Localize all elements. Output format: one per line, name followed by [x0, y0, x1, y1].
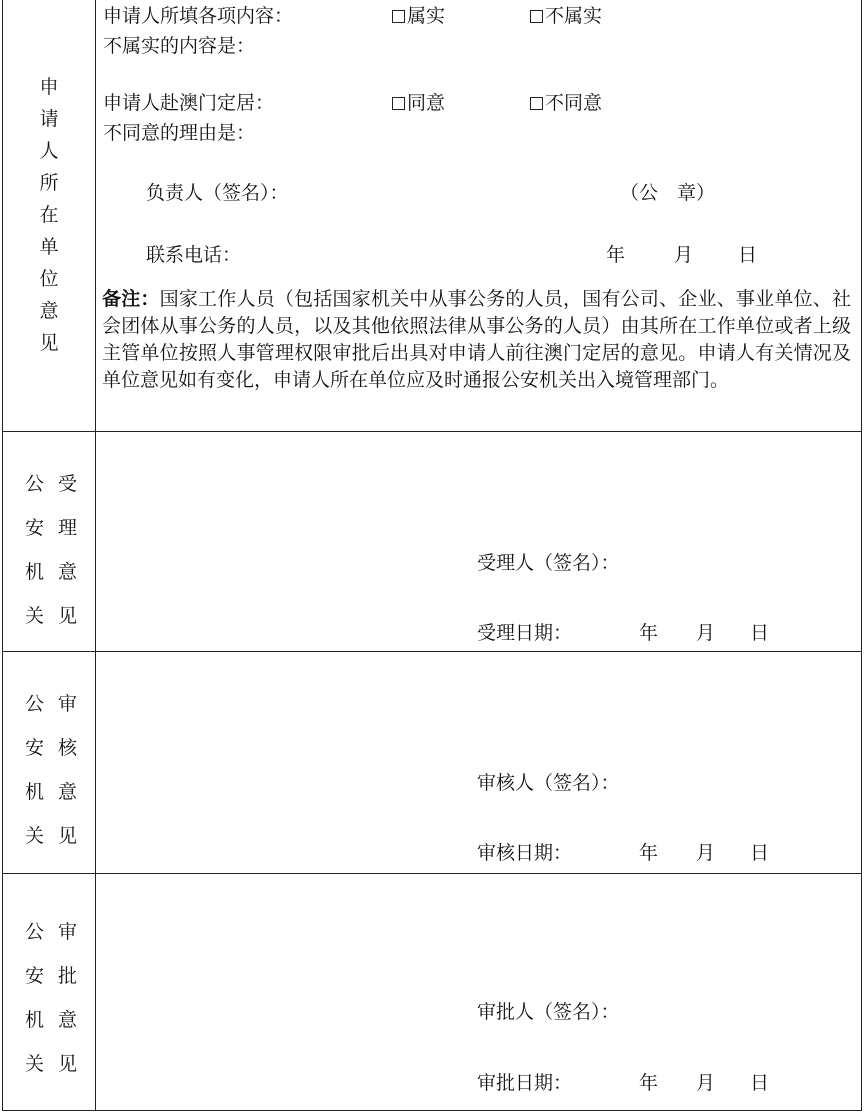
label-char: 见: [58, 1053, 78, 1075]
date-year: 年: [639, 1072, 659, 1094]
review-sign: 审核人（签名）：: [477, 772, 620, 794]
date-day: 日: [750, 842, 770, 864]
label-char: 见: [58, 825, 78, 847]
label-char: 请: [39, 108, 59, 130]
settle-question: 申请人赴澳门定居：: [103, 92, 275, 114]
review-label-cell: [3, 652, 96, 874]
label-char: 审: [58, 693, 78, 715]
acceptance-content-cell: [96, 432, 862, 652]
approval-form-table: [2, 0, 862, 1111]
content-false-option[interactable]: [530, 5, 602, 27]
review-content-cell: [96, 652, 862, 874]
settle-agree-label: 同意: [407, 92, 446, 114]
settle-disagree-option[interactable]: [530, 92, 602, 114]
date-month: 月: [696, 622, 716, 644]
approval-label-cell: [3, 874, 96, 1111]
settle-disagree-label: 不同意: [545, 92, 603, 114]
label-char: 申: [39, 76, 59, 98]
date-year: 年: [606, 244, 626, 266]
settle-agree-option[interactable]: [392, 92, 445, 114]
review-date-label: 审核日期：: [477, 842, 573, 864]
acceptance-sign: 受理人（签名）：: [477, 552, 620, 574]
label-char: 所: [39, 172, 59, 194]
label-char: 关: [25, 1053, 45, 1075]
label-char: 公: [25, 473, 45, 495]
label-char: 公: [25, 693, 45, 715]
label-char: 审: [58, 921, 78, 943]
unit-opinion-label-cell: [3, 0, 96, 432]
approval-sign: 审批人（签名）：: [477, 1001, 620, 1023]
date-day: 日: [750, 1072, 770, 1094]
label-char: 意: [39, 300, 59, 322]
label-char: 受: [58, 473, 78, 495]
label-char: 意: [58, 1009, 78, 1031]
acceptance-date-label: 受理日期：: [477, 622, 573, 644]
label-char: 关: [25, 825, 45, 847]
label-char: 见: [58, 605, 78, 627]
label-char: 批: [58, 965, 78, 987]
approval-date-label: 审批日期：: [477, 1072, 573, 1094]
acceptance-label-cell: [3, 432, 96, 652]
checkbox-disagree[interactable]: [530, 97, 543, 110]
acceptance-label: [25, 462, 77, 638]
label-char: 位: [39, 268, 59, 290]
content-true-label: 属实: [407, 5, 446, 27]
date-month: 月: [674, 244, 694, 266]
label-char: 人: [39, 140, 59, 162]
label-char: 安: [25, 737, 45, 759]
label-char: 意: [58, 561, 78, 583]
label-char: 安: [25, 517, 45, 539]
approval-content-cell: [96, 874, 862, 1111]
label-char: 关: [25, 605, 45, 627]
date-month: 月: [696, 1072, 716, 1094]
review-row: [3, 652, 862, 874]
content-true-option[interactable]: [392, 5, 445, 27]
date-day: 日: [750, 622, 770, 644]
note-text: 国家工作人员（包括国家机关中从事公务的人员，国有公司、企业、事业单位、社会团体从事公务的人员，以及其他依照法律从事公务的人员）由其所在工作单位或者上级主管单位按照人事管理权限审批后出具对申请人前往澳门定居的意见。申请人有关情况及单位意见如有变化，申请人所在单位应及时通报公安机关出入境管理部门。: [102, 288, 851, 391]
label-char: 意: [58, 781, 78, 803]
review-label: [25, 682, 77, 858]
acceptance-row: [3, 432, 862, 652]
checkbox-false[interactable]: [530, 10, 543, 23]
responsible-sign: 负责人（签名）：: [146, 182, 289, 204]
label-char: 机: [25, 781, 45, 803]
label-char: 机: [25, 1009, 45, 1031]
content-false-detail: 不属实的内容是：: [103, 35, 256, 57]
disagree-reason: 不同意的理由是：: [103, 122, 256, 144]
approval-label: [25, 910, 77, 1086]
label-char: 理: [58, 517, 78, 539]
date-year: 年: [639, 622, 659, 644]
note-label: 备注：: [102, 288, 160, 310]
content-question: 申请人所填各项内容：: [103, 5, 294, 27]
unit-opinion-content-cell: [96, 0, 862, 432]
label-char: 公: [25, 921, 45, 943]
approval-row: [3, 874, 862, 1111]
seal-label: （公 章）: [620, 182, 716, 204]
contact-phone: 联系电话：: [146, 244, 242, 266]
label-char: 单: [39, 236, 59, 258]
checkbox-agree[interactable]: [392, 97, 405, 110]
unit-opinion-row: [3, 0, 862, 432]
date-day: 日: [738, 244, 758, 266]
label-char: 安: [25, 965, 45, 987]
date-year: 年: [639, 842, 659, 864]
date-month: 月: [696, 842, 716, 864]
label-char: 核: [58, 737, 78, 759]
label-char: 见: [39, 332, 59, 354]
unit-opinion-label: [3, 71, 95, 359]
note-block: [102, 286, 851, 394]
label-char: 机: [25, 561, 45, 583]
checkbox-true[interactable]: [392, 10, 405, 23]
label-char: 在: [39, 204, 59, 226]
content-false-label: 不属实: [545, 5, 603, 27]
